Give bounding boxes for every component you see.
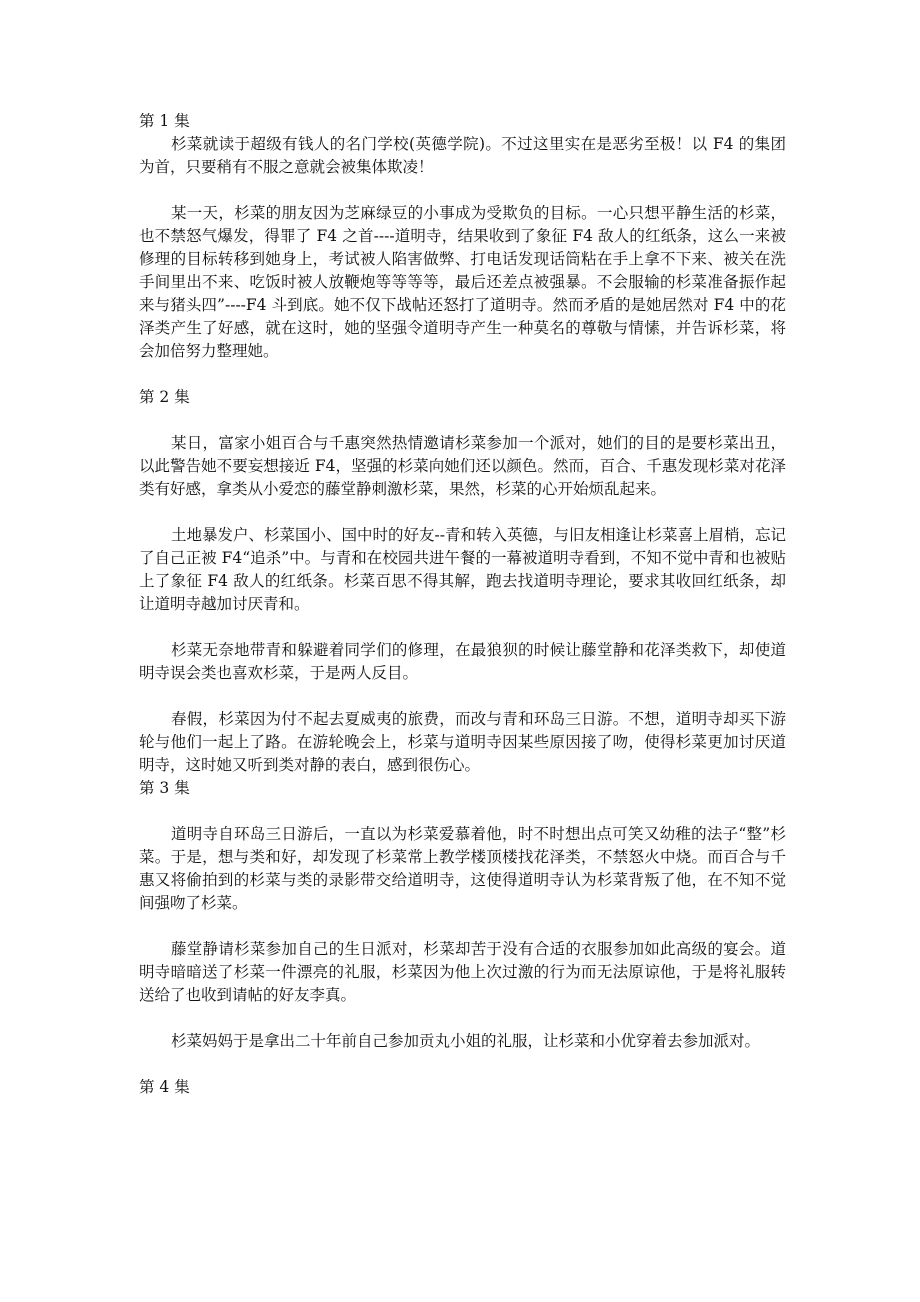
spacer bbox=[139, 409, 786, 432]
spacer bbox=[139, 1007, 786, 1030]
document-page bbox=[139, 110, 786, 1099]
episode-1-title: 第 1 集 bbox=[139, 112, 190, 130]
spacer bbox=[139, 616, 786, 639]
episode-2-paragraph-1: 某日，富家小姐百合与千惠突然热情邀请杉菜参加一个派对，她们的目的是要杉菜出丑，以此警告她不要妄想接近 F4，坚强的杉菜向她们还以颜色。然而，百合、千惠发现杉菜对花泽类有好感，拿类从小爱恋的藤堂静刺激杉菜，果然，杉菜的心开始烦乱起来。 bbox=[139, 434, 786, 498]
episode-3-paragraph-3: 杉菜妈妈于是拿出二十年前自己参加贡丸小姐的礼服，让杉菜和小优穿着去参加派对。 bbox=[171, 1032, 761, 1050]
spacer bbox=[139, 179, 786, 202]
spacer bbox=[139, 1053, 786, 1076]
episode-3-title: 第 3 集 bbox=[139, 779, 190, 797]
spacer bbox=[139, 363, 786, 386]
spacer bbox=[139, 501, 786, 524]
spacer bbox=[139, 915, 786, 938]
episode-2-paragraph-2: 土地暴发户、杉菜国小、国中时的好友--青和转入英德，与旧友相逢让杉菜喜上眉梢，忘记了自己正被 F4“追杀”中。与青和在校园共进午餐的一幕被道明寺看到，不知不觉中青和也被贴上了象征 F4 敌人的红纸条。杉菜百思不得其解，跑去找道明寺理论，要求其收回红纸条，却让道明寺越加讨厌青和。 bbox=[139, 526, 786, 613]
episode-1-paragraph-1: 杉菜就读于超级有钱人的名门学校(英德学院)。不过这里实在是恶劣至极！以 F4 的集团为首，只要稍有不服之意就会被集体欺凌！ bbox=[139, 135, 786, 176]
episode-1-paragraph-2: 某一天，杉菜的朋友因为芝麻绿豆的小事成为受欺负的目标。一心只想平静生活的杉菜，也不禁怒气爆发，得罪了 F4 之首----道明寺，结果收到了象征 F4 敌人的红纸条，这么一来被修理的目标转移到她身上，考试被人陷害做弊、打电话发现话筒粘在手上拿不下来、被关在洗手间里出不来、吃饭时被人放鞭炮等等等等，最后还差点被强暴。不会服输的杉菜准备振作起来与猪头四”----F4 斗到底。她不仅下战帖还怒打了道明寺。然而矛盾的是她居然对 F4 中的花泽类产生了好感，就在这时，她的坚强令道明寺产生一种莫名的尊敬与情愫，并告诉杉菜，将会加倍努力整理她。 bbox=[139, 204, 786, 360]
episode-2-paragraph-3: 杉菜无奈地带青和躲避着同学们的修理，在最狼狈的时候让藤堂静和花泽类救下，却使道明寺误会类也喜欢杉菜，于是两人反目。 bbox=[139, 641, 786, 682]
episode-3-paragraph-2: 藤堂静请杉菜参加自己的生日派对，杉菜却苦于没有合适的衣服参加如此高级的宴会。道明寺暗暗送了杉菜一件漂亮的礼服，杉菜因为他上次过激的行为而无法原谅他，于是将礼服转送给了也收到请帖的好友李真。 bbox=[139, 940, 786, 1004]
episode-4-title: 第 4 集 bbox=[139, 1078, 190, 1096]
spacer bbox=[139, 800, 786, 823]
episode-3-paragraph-1: 道明寺自环岛三日游后，一直以为杉菜爱慕着他，时不时想出点可笑又幼稚的法子“整”杉菜。于是，想与类和好，却发现了杉菜常上教学楼顶楼找花泽类，不禁怒火中烧。而百合与千惠又将偷拍到的杉菜与类的录影带交给道明寺，这使得道明寺认为杉菜背叛了他，在不知不觉间强吻了杉菜。 bbox=[139, 825, 786, 912]
episode-2-title: 第 2 集 bbox=[139, 388, 190, 406]
episode-2-paragraph-4: 春假，杉菜因为付不起去夏威夷的旅费，而改与青和环岛三日游。不想，道明寺却买下游轮与他们一起上了路。在游轮晚会上，杉菜与道明寺因某些原因接了吻，使得杉菜更加讨厌道明寺，这时她又听到类对静的表白，感到很伤心。 bbox=[139, 710, 786, 774]
spacer bbox=[139, 685, 786, 708]
